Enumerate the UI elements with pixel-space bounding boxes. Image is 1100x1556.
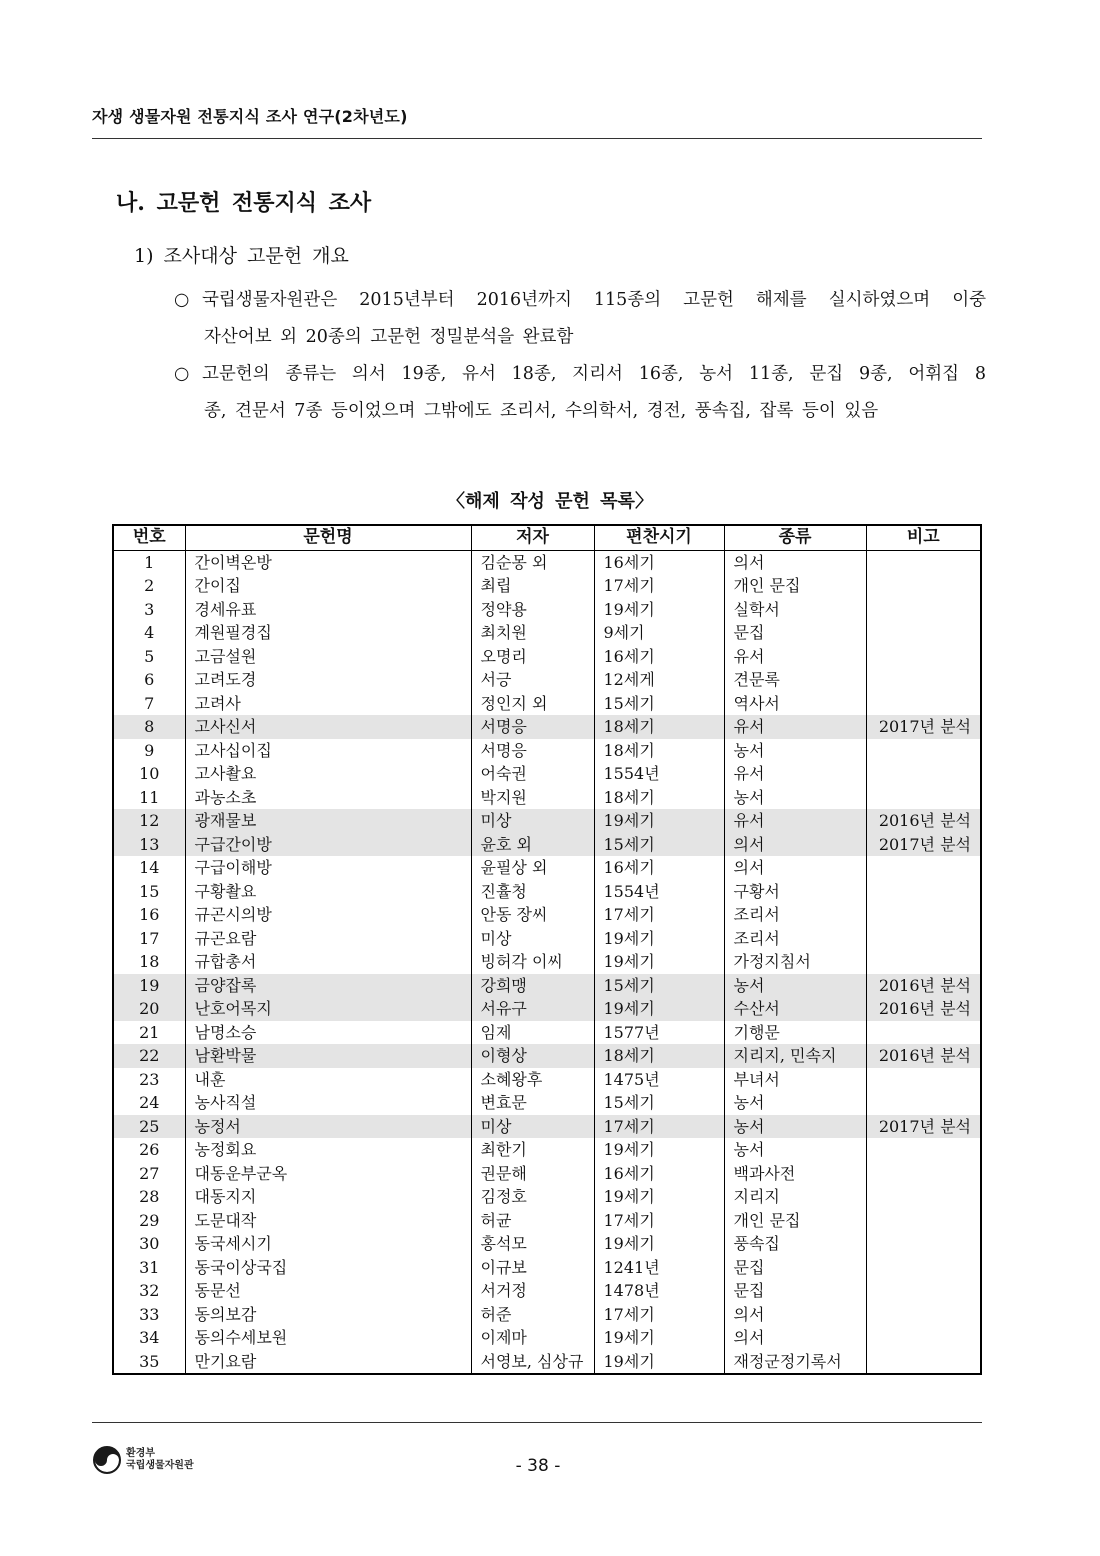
cell-note: 2017년 분석 bbox=[866, 833, 981, 857]
cell-period: 9세기 bbox=[594, 621, 724, 645]
cell-number: 6 bbox=[113, 668, 185, 692]
cell-author: 서긍 bbox=[471, 668, 594, 692]
cell-period: 17세기 bbox=[594, 1115, 724, 1139]
cell-author: 어숙권 bbox=[471, 762, 594, 786]
cell-type: 문집 bbox=[724, 621, 866, 645]
table-header-row bbox=[113, 525, 981, 550]
cell-title: 광재물보 bbox=[185, 809, 471, 833]
header-number: 번호 bbox=[113, 525, 185, 550]
cell-note bbox=[866, 903, 981, 927]
table-row bbox=[113, 668, 981, 692]
cell-period: 19세기 bbox=[594, 809, 724, 833]
cell-title: 남명소승 bbox=[185, 1021, 471, 1045]
bullet-text-line: 자산어보 외 20종의 고문헌 정밀분석을 완료함 bbox=[204, 327, 574, 347]
cell-period: 19세기 bbox=[594, 1185, 724, 1209]
cell-title: 만기요람 bbox=[185, 1350, 471, 1375]
table-row bbox=[113, 856, 981, 880]
cell-title: 과농소초 bbox=[185, 786, 471, 810]
cell-type: 유서 bbox=[724, 762, 866, 786]
cell-author: 서명응 bbox=[471, 715, 594, 739]
table-row bbox=[113, 903, 981, 927]
table-row bbox=[113, 786, 981, 810]
cell-type: 개인 문집 bbox=[724, 1209, 866, 1233]
cell-title: 경세유표 bbox=[185, 598, 471, 622]
cell-author: 윤필상 외 bbox=[471, 856, 594, 880]
header-note: 비고 bbox=[866, 525, 981, 550]
cell-type: 농서 bbox=[724, 1115, 866, 1139]
cell-period: 16세기 bbox=[594, 645, 724, 669]
cell-type: 풍속집 bbox=[724, 1232, 866, 1256]
cell-title: 고려사 bbox=[185, 692, 471, 716]
table-row bbox=[113, 1044, 981, 1068]
cell-author: 강희맹 bbox=[471, 974, 594, 998]
cell-period: 17세기 bbox=[594, 574, 724, 598]
subsection-title: 1) 조사대상 고문헌 개요 bbox=[134, 245, 349, 267]
cell-title: 동의보감 bbox=[185, 1303, 471, 1327]
cell-period: 18세기 bbox=[594, 739, 724, 763]
cell-note bbox=[866, 762, 981, 786]
cell-author: 미상 bbox=[471, 927, 594, 951]
cell-period: 16세기 bbox=[594, 856, 724, 880]
cell-number: 25 bbox=[113, 1115, 185, 1139]
cell-note bbox=[866, 645, 981, 669]
table-row bbox=[113, 927, 981, 951]
cell-number: 9 bbox=[113, 739, 185, 763]
cell-author: 오명리 bbox=[471, 645, 594, 669]
cell-author: 윤호 외 bbox=[471, 833, 594, 857]
cell-type: 백과사전 bbox=[724, 1162, 866, 1186]
circle-bullet-icon: ○ bbox=[174, 364, 190, 384]
cell-period: 15세기 bbox=[594, 833, 724, 857]
cell-number: 21 bbox=[113, 1021, 185, 1045]
cell-title: 금양잡록 bbox=[185, 974, 471, 998]
cell-type: 농서 bbox=[724, 974, 866, 998]
cell-period: 19세기 bbox=[594, 950, 724, 974]
table-row bbox=[113, 809, 981, 833]
table-row bbox=[113, 950, 981, 974]
cell-number: 30 bbox=[113, 1232, 185, 1256]
cell-type: 농서 bbox=[724, 1091, 866, 1115]
table-row bbox=[113, 1162, 981, 1186]
cell-author: 서영보, 심상규 bbox=[471, 1350, 594, 1375]
table-row bbox=[113, 997, 981, 1021]
cell-author: 정약용 bbox=[471, 598, 594, 622]
cell-author: 빙허각 이씨 bbox=[471, 950, 594, 974]
cell-type: 의서 bbox=[724, 1326, 866, 1350]
cell-number: 28 bbox=[113, 1185, 185, 1209]
cell-period: 1241년 bbox=[594, 1256, 724, 1280]
cell-type: 농서 bbox=[724, 739, 866, 763]
table-row bbox=[113, 833, 981, 857]
bullet-text-line: 국립생물자원관은 2015년부터 2016년까지 115종의 고문헌 해제를 실시하였으며 이중 bbox=[202, 290, 986, 310]
cell-title: 대동운부군옥 bbox=[185, 1162, 471, 1186]
table-row bbox=[113, 1303, 981, 1327]
bullet-text-line: 고문헌의 종류는 의서 19종, 유서 18종, 지리서 16종, 농서 11종, 문집 9종, 어휘집 8 bbox=[202, 364, 986, 384]
cell-author: 안동 장씨 bbox=[471, 903, 594, 927]
cell-number: 34 bbox=[113, 1326, 185, 1350]
cell-number: 33 bbox=[113, 1303, 185, 1327]
cell-title: 동의수세보원 bbox=[185, 1326, 471, 1350]
circle-bullet-icon: ○ bbox=[174, 290, 190, 310]
cell-author: 미상 bbox=[471, 809, 594, 833]
cell-number: 24 bbox=[113, 1091, 185, 1115]
cell-note bbox=[866, 621, 981, 645]
cell-period: 15세기 bbox=[594, 692, 724, 716]
cell-period: 19세기 bbox=[594, 598, 724, 622]
cell-number: 8 bbox=[113, 715, 185, 739]
cell-note bbox=[866, 668, 981, 692]
cell-title: 구급이해방 bbox=[185, 856, 471, 880]
cell-note: 2016년 분석 bbox=[866, 997, 981, 1021]
cell-period: 1577년 bbox=[594, 1021, 724, 1045]
cell-period: 17세기 bbox=[594, 1303, 724, 1327]
table-row bbox=[113, 762, 981, 786]
cell-period: 18세기 bbox=[594, 1044, 724, 1068]
cell-author: 김정호 bbox=[471, 1185, 594, 1209]
cell-number: 15 bbox=[113, 880, 185, 904]
table-caption: 〈해제 작성 문헌 목록〉 bbox=[447, 491, 653, 512]
cell-period: 16세기 bbox=[594, 550, 724, 574]
cell-note bbox=[866, 574, 981, 598]
cell-number: 17 bbox=[113, 927, 185, 951]
cell-title: 고사십이집 bbox=[185, 739, 471, 763]
logo-line-ministry: 환경부 bbox=[126, 1448, 155, 1459]
cell-period: 19세기 bbox=[594, 1326, 724, 1350]
cell-title: 농정회요 bbox=[185, 1138, 471, 1162]
table-row bbox=[113, 880, 981, 904]
cell-number: 16 bbox=[113, 903, 185, 927]
cell-author: 허준 bbox=[471, 1303, 594, 1327]
cell-title: 간이집 bbox=[185, 574, 471, 598]
cell-note bbox=[866, 1232, 981, 1256]
cell-type: 지리지, 민속지 bbox=[724, 1044, 866, 1068]
cell-type: 유서 bbox=[724, 809, 866, 833]
table-row bbox=[113, 550, 981, 574]
table-row bbox=[113, 974, 981, 998]
cell-note bbox=[866, 880, 981, 904]
cell-title: 계원필경집 bbox=[185, 621, 471, 645]
cell-title: 내훈 bbox=[185, 1068, 471, 1092]
cell-title: 동문선 bbox=[185, 1279, 471, 1303]
cell-note bbox=[866, 1185, 981, 1209]
cell-number: 2 bbox=[113, 574, 185, 598]
cell-title: 농정서 bbox=[185, 1115, 471, 1139]
cell-title: 규합총서 bbox=[185, 950, 471, 974]
header-author: 저자 bbox=[471, 525, 594, 550]
cell-title: 도문대작 bbox=[185, 1209, 471, 1233]
table-row bbox=[113, 715, 981, 739]
cell-period: 17세기 bbox=[594, 903, 724, 927]
table-row bbox=[113, 1232, 981, 1256]
cell-title: 동국세시기 bbox=[185, 1232, 471, 1256]
section-title: 나. 고문헌 전통지식 조사 bbox=[116, 190, 372, 216]
cell-title: 동국이상국집 bbox=[185, 1256, 471, 1280]
table-row bbox=[113, 1091, 981, 1115]
cell-type: 견문록 bbox=[724, 668, 866, 692]
cell-period: 18세기 bbox=[594, 715, 724, 739]
cell-note bbox=[866, 1021, 981, 1045]
cell-note bbox=[866, 1068, 981, 1092]
table-row bbox=[113, 739, 981, 763]
cell-number: 13 bbox=[113, 833, 185, 857]
cell-period: 1554년 bbox=[594, 762, 724, 786]
cell-note bbox=[866, 950, 981, 974]
table-row bbox=[113, 645, 981, 669]
cell-note: 2016년 분석 bbox=[866, 1044, 981, 1068]
cell-author: 정인지 외 bbox=[471, 692, 594, 716]
cell-number: 14 bbox=[113, 856, 185, 880]
logo-line-institute: 국립생물자원관 bbox=[126, 1460, 194, 1471]
header-type: 종류 bbox=[724, 525, 866, 550]
cell-type: 부녀서 bbox=[724, 1068, 866, 1092]
cell-number: 26 bbox=[113, 1138, 185, 1162]
cell-author: 서거정 bbox=[471, 1279, 594, 1303]
cell-note: 2017년 분석 bbox=[866, 1115, 981, 1139]
cell-note: 2016년 분석 bbox=[866, 809, 981, 833]
cell-number: 19 bbox=[113, 974, 185, 998]
cell-note: 2017년 분석 bbox=[866, 715, 981, 739]
cell-period: 19세기 bbox=[594, 927, 724, 951]
cell-author: 허균 bbox=[471, 1209, 594, 1233]
cell-title: 난호어목지 bbox=[185, 997, 471, 1021]
cell-number: 20 bbox=[113, 997, 185, 1021]
cell-author: 홍석모 bbox=[471, 1232, 594, 1256]
cell-note bbox=[866, 692, 981, 716]
cell-title: 농사직설 bbox=[185, 1091, 471, 1115]
cell-note bbox=[866, 598, 981, 622]
cell-type: 가정지침서 bbox=[724, 950, 866, 974]
cell-note bbox=[866, 739, 981, 763]
cell-number: 5 bbox=[113, 645, 185, 669]
cell-type: 문집 bbox=[724, 1256, 866, 1280]
cell-type: 문집 bbox=[724, 1279, 866, 1303]
cell-number: 11 bbox=[113, 786, 185, 810]
cell-note bbox=[866, 927, 981, 951]
cell-number: 32 bbox=[113, 1279, 185, 1303]
cell-note bbox=[866, 786, 981, 810]
cell-period: 15세기 bbox=[594, 1091, 724, 1115]
cell-note bbox=[866, 856, 981, 880]
cell-number: 22 bbox=[113, 1044, 185, 1068]
cell-type: 기행문 bbox=[724, 1021, 866, 1045]
cell-number: 4 bbox=[113, 621, 185, 645]
cell-period: 1478년 bbox=[594, 1279, 724, 1303]
cell-author: 이규보 bbox=[471, 1256, 594, 1280]
cell-period: 12세게 bbox=[594, 668, 724, 692]
cell-title: 규곤시의방 bbox=[185, 903, 471, 927]
cell-number: 18 bbox=[113, 950, 185, 974]
cell-title: 고사신서 bbox=[185, 715, 471, 739]
cell-title: 고사촬요 bbox=[185, 762, 471, 786]
table-row bbox=[113, 1350, 981, 1375]
cell-type: 실학서 bbox=[724, 598, 866, 622]
cell-author: 진휼청 bbox=[471, 880, 594, 904]
cell-number: 7 bbox=[113, 692, 185, 716]
cell-title: 남환박물 bbox=[185, 1044, 471, 1068]
cell-note bbox=[866, 1326, 981, 1350]
cell-title: 고려도경 bbox=[185, 668, 471, 692]
cell-title: 구황촬요 bbox=[185, 880, 471, 904]
table-row bbox=[113, 1185, 981, 1209]
cell-period: 17세기 bbox=[594, 1209, 724, 1233]
cell-note bbox=[866, 1303, 981, 1327]
table-row bbox=[113, 621, 981, 645]
cell-author: 미상 bbox=[471, 1115, 594, 1139]
cell-note bbox=[866, 1350, 981, 1375]
cell-type: 재정군정기록서 bbox=[724, 1350, 866, 1375]
cell-author: 권문해 bbox=[471, 1162, 594, 1186]
header-title: 문헌명 bbox=[185, 525, 471, 550]
document-list-table bbox=[112, 524, 982, 1375]
bullet-paragraph bbox=[174, 282, 986, 356]
cell-number: 12 bbox=[113, 809, 185, 833]
cell-note: 2016년 분석 bbox=[866, 974, 981, 998]
cell-number: 23 bbox=[113, 1068, 185, 1092]
table-row bbox=[113, 1068, 981, 1092]
cell-number: 27 bbox=[113, 1162, 185, 1186]
cell-number: 3 bbox=[113, 598, 185, 622]
table-row bbox=[113, 1279, 981, 1303]
cell-note bbox=[866, 1091, 981, 1115]
cell-period: 18세기 bbox=[594, 786, 724, 810]
table-row bbox=[113, 1138, 981, 1162]
cell-note bbox=[866, 1256, 981, 1280]
cell-title: 간이벽온방 bbox=[185, 550, 471, 574]
cell-note bbox=[866, 1162, 981, 1186]
cell-type: 구황서 bbox=[724, 880, 866, 904]
cell-type: 수산서 bbox=[724, 997, 866, 1021]
cell-type: 의서 bbox=[724, 550, 866, 574]
cell-type: 조리서 bbox=[724, 903, 866, 927]
cell-number: 35 bbox=[113, 1350, 185, 1375]
cell-author: 이제마 bbox=[471, 1326, 594, 1350]
cell-author: 임제 bbox=[471, 1021, 594, 1045]
cell-number: 31 bbox=[113, 1256, 185, 1280]
cell-author: 최립 bbox=[471, 574, 594, 598]
cell-period: 19세기 bbox=[594, 1232, 724, 1256]
table-row bbox=[113, 1021, 981, 1045]
table-row bbox=[113, 1326, 981, 1350]
cell-period: 1554년 bbox=[594, 880, 724, 904]
cell-author: 최한기 bbox=[471, 1138, 594, 1162]
cell-author: 소혜왕후 bbox=[471, 1068, 594, 1092]
cell-type: 유서 bbox=[724, 715, 866, 739]
cell-period: 19세기 bbox=[594, 1350, 724, 1375]
cell-author: 김순몽 외 bbox=[471, 550, 594, 574]
table-row bbox=[113, 692, 981, 716]
bullet-paragraph bbox=[174, 356, 986, 430]
cell-author: 서유구 bbox=[471, 997, 594, 1021]
cell-title: 고금설원 bbox=[185, 645, 471, 669]
cell-period: 19세기 bbox=[594, 1138, 724, 1162]
cell-number: 10 bbox=[113, 762, 185, 786]
cell-type: 개인 문집 bbox=[724, 574, 866, 598]
cell-period: 16세기 bbox=[594, 1162, 724, 1186]
cell-author: 변효문 bbox=[471, 1091, 594, 1115]
cell-note bbox=[866, 1138, 981, 1162]
table-row bbox=[113, 574, 981, 598]
cell-type: 의서 bbox=[724, 833, 866, 857]
table-row bbox=[113, 1115, 981, 1139]
cell-author: 이형상 bbox=[471, 1044, 594, 1068]
cell-type: 농서 bbox=[724, 786, 866, 810]
bullet-text-line: 종, 견문서 7종 등이었으며 그밖에도 조리서, 수의학서, 경전, 풍속집, 잡록 등이 있음 bbox=[204, 401, 879, 421]
table-row bbox=[113, 598, 981, 622]
cell-type: 농서 bbox=[724, 1138, 866, 1162]
cell-type: 유서 bbox=[724, 645, 866, 669]
cell-period: 1475년 bbox=[594, 1068, 724, 1092]
cell-author: 최치원 bbox=[471, 621, 594, 645]
table-row bbox=[113, 1256, 981, 1280]
cell-title: 구급간이방 bbox=[185, 833, 471, 857]
running-header-title: 자생 생물자원 전통지식 조사 연구(2차년도) bbox=[92, 107, 408, 126]
cell-type: 지리지 bbox=[724, 1185, 866, 1209]
cell-period: 15세기 bbox=[594, 974, 724, 998]
cell-number: 1 bbox=[113, 550, 185, 574]
cell-type: 의서 bbox=[724, 856, 866, 880]
cell-type: 의서 bbox=[724, 1303, 866, 1327]
header-divider bbox=[92, 138, 982, 139]
page-number: - 38 - bbox=[515, 1456, 561, 1476]
cell-number: 29 bbox=[113, 1209, 185, 1233]
table-row bbox=[113, 1209, 981, 1233]
cell-author: 서명응 bbox=[471, 739, 594, 763]
header-period: 편찬시기 bbox=[594, 525, 724, 550]
cell-note bbox=[866, 1279, 981, 1303]
cell-type: 조리서 bbox=[724, 927, 866, 951]
cell-title: 규곤요람 bbox=[185, 927, 471, 951]
cell-note bbox=[866, 1209, 981, 1233]
cell-title: 대동지지 bbox=[185, 1185, 471, 1209]
footer-divider bbox=[92, 1422, 982, 1423]
cell-note bbox=[866, 550, 981, 574]
cell-period: 19세기 bbox=[594, 997, 724, 1021]
cell-type: 역사서 bbox=[724, 692, 866, 716]
cell-author: 박지원 bbox=[471, 786, 594, 810]
